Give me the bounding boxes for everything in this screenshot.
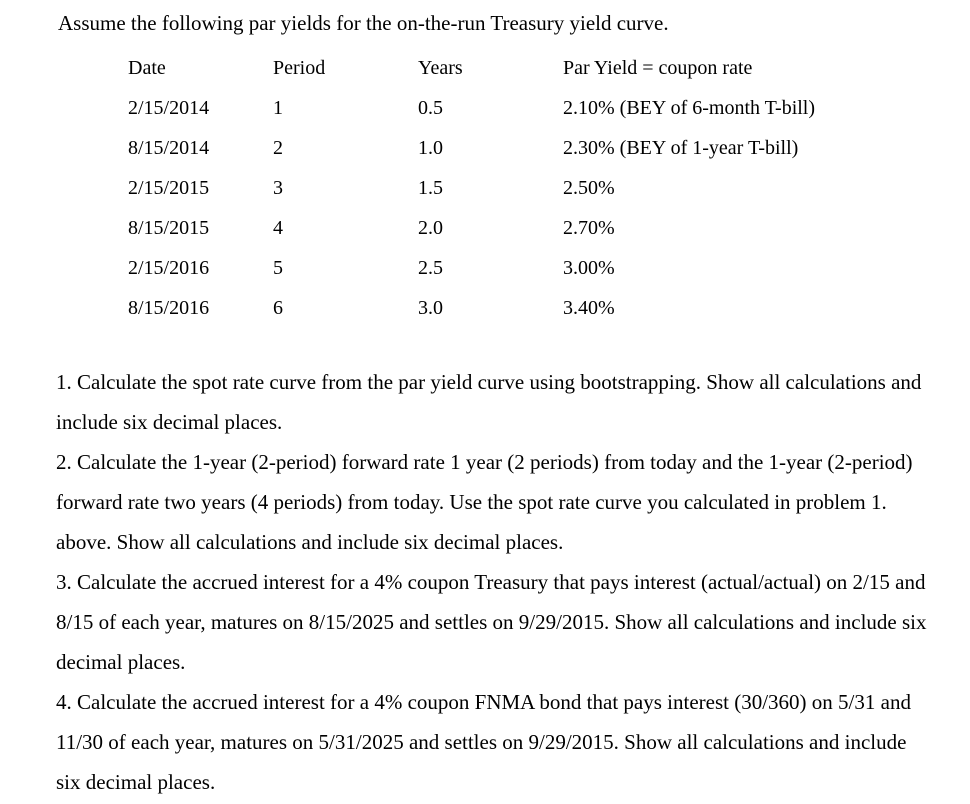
table-row [128,88,893,128]
cell-period: 5 [273,256,283,279]
table-row [128,248,893,288]
cell-par-yield: 3.40% [563,296,615,319]
intro-text: Assume the following par yields for the on-the-run Treasury yield curve. [58,11,669,35]
table-row [128,128,893,168]
table-header-row [128,48,893,88]
cell-par-yield: 2.10% (BEY of 6-month T-bill) [563,96,816,119]
question-4: 4. Calculate the accrued interest for a 4% coupon FNMA bond that pays interest (30/360) on 5/31 and 11/30 of each year, matures on 5/31/2025 and settles on 9/29/2015. Show all calculations and include six decimal places. [56,690,911,794]
cell-date: 8/15/2014 [128,136,210,159]
cell-years: 2.0 [418,216,443,239]
cell-par-yield: 2.70% [563,216,615,239]
cell-years: 0.5 [418,96,443,119]
header-period: Period [273,56,326,79]
table-row [128,288,893,328]
table-row [128,208,893,248]
cell-years: 2.5 [418,256,443,279]
cell-date: 2/15/2015 [128,176,210,199]
par-yield-table [128,48,893,328]
question-2: 2. Calculate the 1-year (2-period) forward rate 1 year (2 periods) from today and the 1-year (2-period) forward rate two years (4 periods) from today. Use the spot rate curve you calculated in problem 1. above. Show all calculations and include six decimal places. [56,450,913,554]
question-1: 1. Calculate the spot rate curve from the par yield curve using bootstrapping. Show all calculations and include six decimal places. [56,370,922,434]
cell-years: 1.0 [418,136,443,159]
cell-par-yield: 2.30% (BEY of 1-year T-bill) [563,136,799,159]
header-date: Date [128,56,166,79]
table-row [128,168,893,208]
cell-years: 3.0 [418,296,443,319]
cell-period: 3 [273,176,283,199]
cell-date: 8/15/2015 [128,216,210,239]
cell-par-yield: 2.50% [563,176,615,199]
cell-date: 2/15/2016 [128,256,210,279]
cell-period: 2 [273,136,283,159]
cell-years: 1.5 [418,176,443,199]
header-years: Years [418,56,463,79]
cell-date: 8/15/2016 [128,296,210,319]
header-par-yield: Par Yield = coupon rate [563,56,753,79]
question-3: 3. Calculate the accrued interest for a 4% coupon Treasury that pays interest (actual/actual) on 2/15 and 8/15 of each year, matures on 8/15/2025 and settles on 9/29/2015. Show all calculations and include six decimal places. [56,570,927,674]
cell-date: 2/15/2014 [128,96,210,119]
cell-par-yield: 3.00% [563,256,615,279]
cell-period: 1 [273,96,283,119]
cell-period: 4 [273,216,283,239]
cell-period: 6 [273,296,283,319]
question-list [56,362,936,802]
